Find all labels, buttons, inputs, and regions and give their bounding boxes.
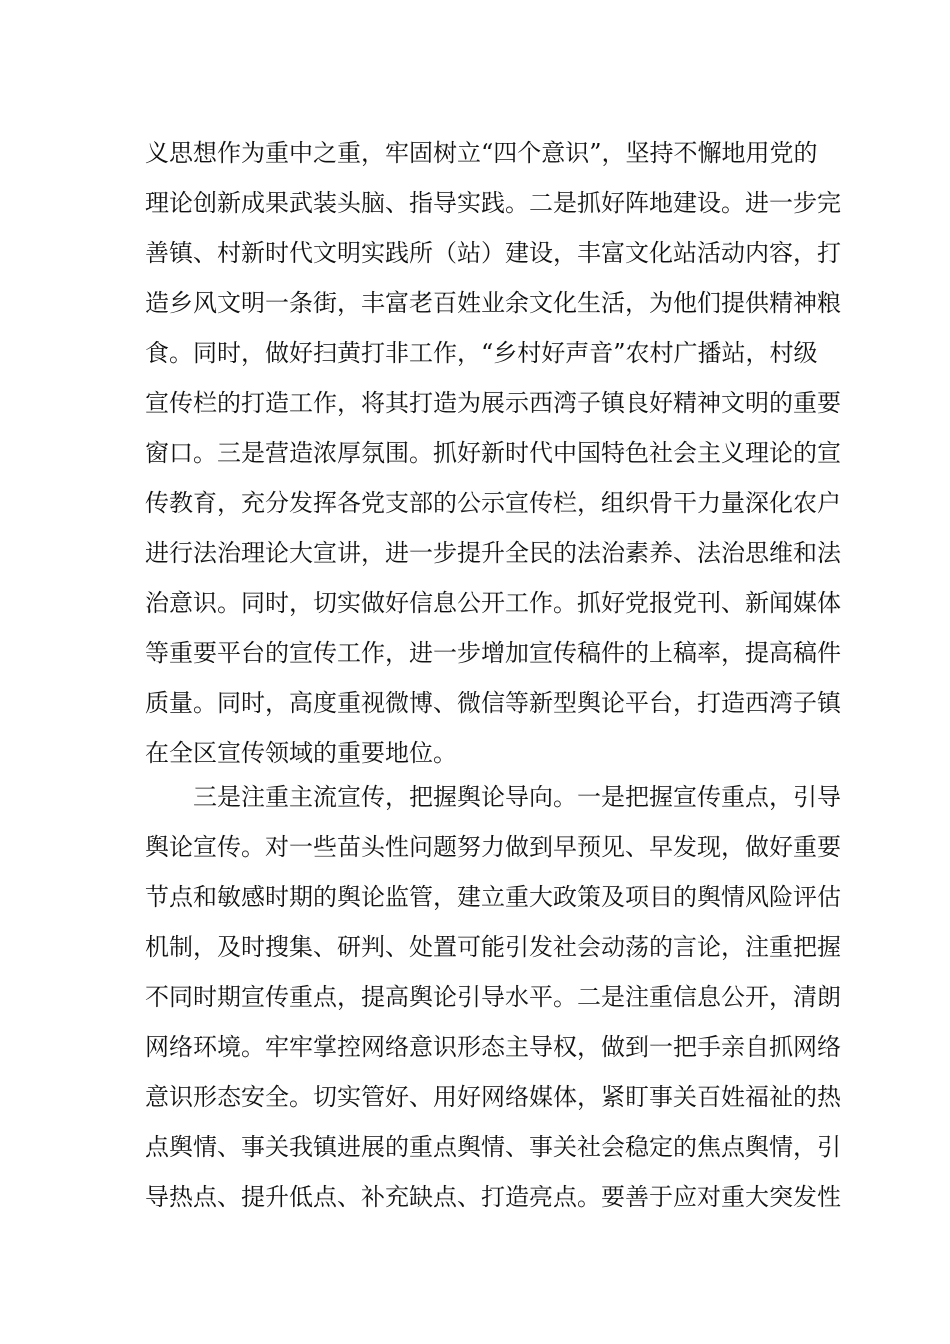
paragraph-1 bbox=[145, 128, 841, 778]
text-line: 点舆情、事关我镇进展的重点舆情、事关社会稳定的焦点舆情，引 bbox=[145, 1133, 841, 1161]
text-line: 窗口。三是营造浓厚氛围。抓好新时代中国特色社会主义理论的宣 bbox=[145, 439, 841, 467]
paragraph-2 bbox=[145, 772, 841, 1222]
text-line: 食。同时，做好扫黄打非工作，“乡村好声音”农村广播站，村级 bbox=[145, 339, 818, 367]
text-line: 机制，及时搜集、研判、处置可能引发社会动荡的言论，注重把握 bbox=[145, 933, 841, 961]
text-line: 传教育，充分发挥各党支部的公示宣传栏，组织骨干力量深化农户 bbox=[145, 489, 841, 517]
text-line: 进行法治理论大宣讲，进一步提升全民的法治素养、法治思维和法 bbox=[145, 539, 841, 567]
text-line: 意识形态安全。切实管好、用好网络媒体，紧盯事关百姓福祉的热 bbox=[145, 1083, 841, 1111]
text-line: 造乡风文明一条街，丰富老百姓业余文化生活，为他们提供精神粮 bbox=[145, 289, 841, 317]
text-line: 理论创新成果武装头脑、指导实践。二是抓好阵地建设。进一步完 bbox=[145, 189, 841, 217]
text-line: 节点和敏感时期的舆论监管，建立重大政策及项目的舆情风险评估 bbox=[145, 883, 841, 911]
text-line: 善镇、村新时代文明实践所（站）建设，丰富文化站活动内容，打 bbox=[145, 239, 841, 267]
text-line: 义思想作为重中之重，牢固树立“四个意识”，坚持不懈地用党的 bbox=[145, 139, 818, 167]
text-line: 等重要平台的宣传工作，进一步增加宣传稿件的上稿率，提高稿件 bbox=[145, 639, 841, 667]
text-line: 舆论宣传。对一些苗头性问题努力做到早预见、早发现，做好重要 bbox=[145, 833, 841, 861]
text-line: 不同时期宣传重点，提高舆论引导水平。二是注重信息公开，清朗 bbox=[145, 983, 841, 1011]
text-line: 在全区宣传领域的重要地位。 bbox=[145, 739, 457, 767]
text-line: 导热点、提升低点、补充缺点、打造亮点。要善于应对重大突发性 bbox=[145, 1183, 841, 1211]
text-line: 网络环境。牢牢掌控网络意识形态主导权，做到一把手亲自抓网络 bbox=[145, 1033, 841, 1061]
text-line: 治意识。同时，切实做好信息公开工作。抓好党报党刊、新闻媒体 bbox=[145, 589, 841, 617]
text-line: 三是注重主流宣传，把握舆论导向。一是把握宣传重点，引导 bbox=[145, 783, 841, 811]
text-line: 宣传栏的打造工作，将其打造为展示西湾子镇良好精神文明的重要 bbox=[145, 389, 841, 417]
text-line: 质量。同时，高度重视微博、微信等新型舆论平台，打造西湾子镇 bbox=[145, 689, 841, 717]
